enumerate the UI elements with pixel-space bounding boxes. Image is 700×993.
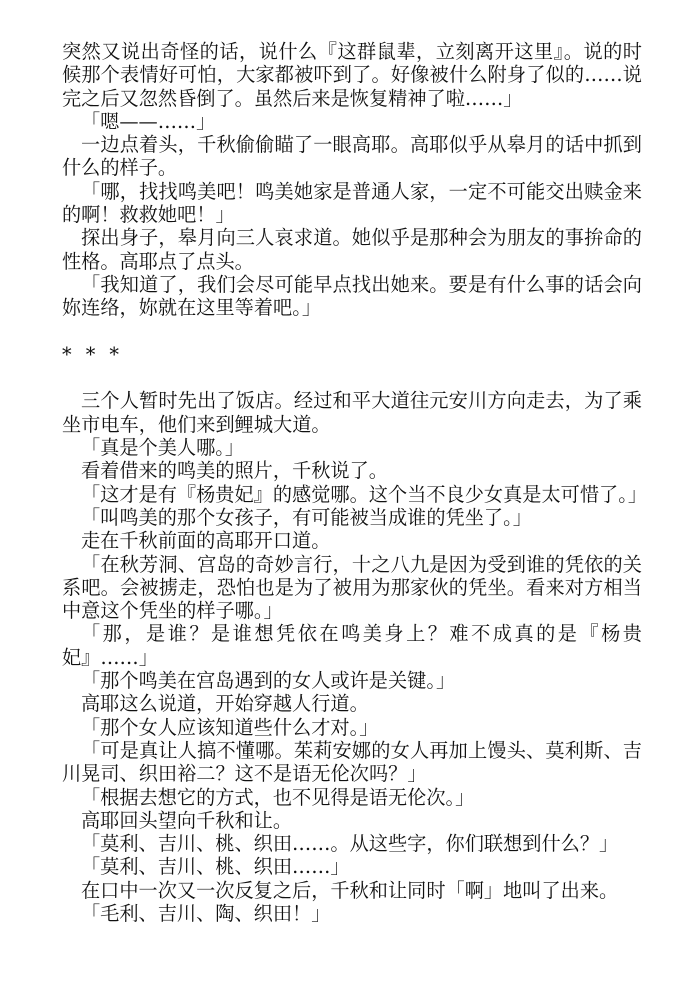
paragraph: 「真是个美人哪。」 [81, 436, 245, 460]
paragraph: 「毛利、吉川、陶、织田！」 [81, 901, 331, 925]
paragraph: 「莫利、吉川、桃、织田……。从这些字，你们联想到什么？」 [81, 832, 619, 856]
paragraph: 「可是真让人搞不懂哪。茱莉安娜的女人再加上馒头、莫利斯、吉川晃司、织田裕二？这不是语无伦次吗？」 [62, 738, 642, 786]
paragraph: 「哪，找找鸣美吧！鸣美她家是普通人家，一定不可能交出赎金来的啊！救救她吧！」 [62, 179, 642, 227]
paragraph: 高耶这么说道，开始穿越人行道。 [81, 692, 369, 716]
paragraph: 「那个鸣美在宫岛遇到的女人或许是关键。」 [81, 669, 456, 693]
paragraph: 看着借来的鸣美的照片，千秋说了。 [81, 459, 388, 483]
paragraph: 三个人暂时先出了饭店。经过和平大道往元安川方向走去，为了乘坐市电车，他们来到鲤城大道。 [62, 389, 642, 436]
paragraph: 在口中一次又一次反复之后，千秋和让同时「啊」地叫了出来。 [81, 878, 619, 902]
blank-line [62, 366, 642, 389]
paragraph: 「嗯——……」 [81, 109, 216, 133]
paragraph: 突然又说出奇怪的话，说什么『这群鼠辈，立刻离开这里』。说的时候那个表情好可怕，大家都被吓到了。好像被什么附身了似的……说完之后又忽然昏倒了。虽然后来是恢复精神了啦……」 [62, 40, 642, 110]
paragraph: 探出身子，皋月向三人哀求道。她似乎是那种会为朋友的事拚命的性格。高耶点了点头。 [62, 226, 642, 273]
paragraph: 高耶回头望向千秋和让。 [81, 808, 293, 832]
paragraph: 「我知道了，我们会尽可能早点找出她来。要是有什么事的话会向妳连络，妳就在这里等着吧。」 [62, 272, 642, 320]
paragraph: 走在千秋前面的高耶开口道。 [81, 529, 331, 553]
paragraph: 「根据去想它的方式，也不见得是语无伦次。」 [81, 785, 475, 809]
section-separator: * * * [62, 342, 123, 366]
paragraph: 「那个女人应该知道些什么才对。」 [81, 715, 379, 739]
paragraph: 一边点着头，千秋偷偷瞄了一眼高耶。高耶似乎从皋月的话中抓到什么的样子。 [62, 133, 642, 180]
document-body [62, 40, 648, 925]
paragraph: 「这才是有『杨贵妃』的感觉哪。这个当不良少女真是太可惜了。」 [81, 482, 648, 506]
paragraph: 「那，是谁？是谁想凭依在鸣美身上？难不成真的是『杨贵妃』……」 [62, 622, 642, 669]
paragraph: 「在秋芳洞、宫岛的奇妙言行，十之八九是因为受到谁的凭依的关系吧。会被掳走，恐怕也是为了被用为那家伙的凭坐。看来对方相当中意这个凭坐的样子哪。」 [62, 552, 642, 623]
blank-line [62, 320, 642, 343]
paragraph: 「叫鸣美的那个女孩子，有可能被当成谁的凭坐了。」 [81, 505, 532, 529]
paragraph: 「莫利、吉川、桃、织田……」 [81, 855, 350, 879]
